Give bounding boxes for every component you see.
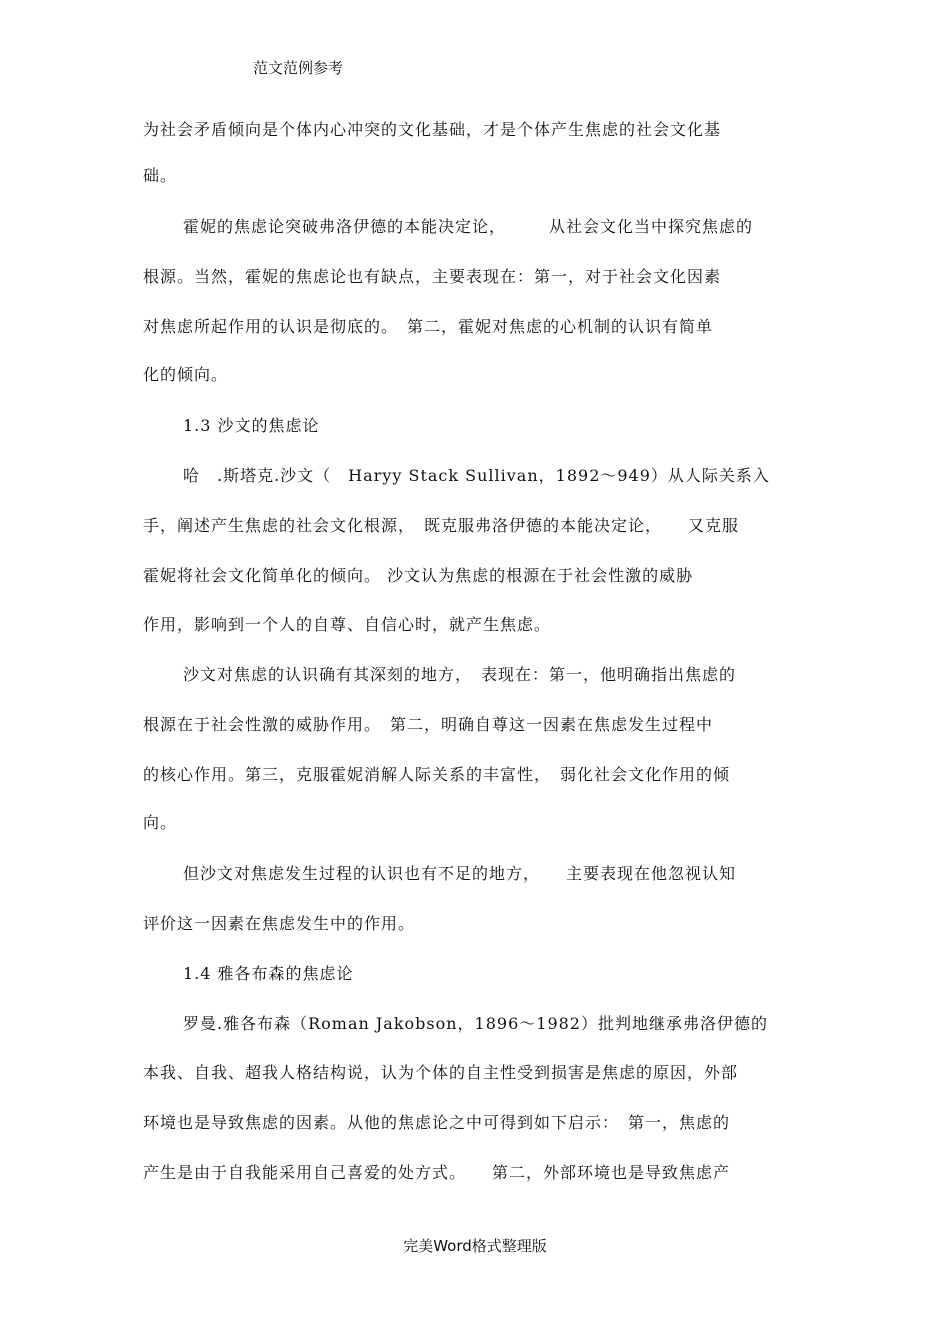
paragraph-line: 环境也是导致焦虑的因素。从他的焦虑论之中可得到如下启示： 第一，焦虑的	[143, 1113, 731, 1132]
paragraph-line: 作用，影响到一个人的自尊、自信心时，就产生焦虑。	[143, 615, 552, 634]
paragraph-line: 哈 .斯塔克.沙文（ Haryy Stack Sullivan，1892～949）从人际关系入	[183, 466, 770, 485]
paragraph-line: 霍妮将社会文化简单化的倾向。 沙文认为焦虑的根源在于社会性激的威胁	[143, 566, 694, 585]
paragraph-line: 础。	[143, 166, 178, 185]
paragraph-line: 本我、自我、超我人格结构说，认为个体的自主性受到损害是焦虑的原因，外部	[143, 1063, 739, 1082]
paragraph-line: 向。	[143, 813, 178, 832]
section-heading: 1.4 雅各布森的焦虑论	[183, 964, 354, 983]
paragraph-line: 产生是由于自我能采用自己喜爱的处方式。 第二，外部环境也是导致焦虑产	[143, 1163, 731, 1182]
paragraph-line: 根源在于社会性激的威胁作用。 第二，明确自尊这一因素在焦虑发生过程中	[143, 715, 714, 734]
paragraph-line: 罗曼.雅各布森（Roman Jakobson，1896～1982）批判地继承弗洛伊德的	[183, 1014, 768, 1033]
paragraph-line: 的核心作用。第三，克服霍妮消解人际关系的丰富性， 弱化社会文化作用的倾	[143, 765, 731, 784]
section-heading: 1.3 沙文的焦虑论	[183, 416, 320, 435]
paragraph-line: 手，阐述产生焦虑的社会文化根源， 既克服弗洛伊德的本能决定论， 又克服	[143, 516, 740, 535]
paragraph-line: 化的倾向。	[143, 365, 229, 384]
paragraph-line: 为社会矛盾倾向是个体内心冲突的文化基础，才是个体产生焦虑的社会文化基	[143, 120, 722, 139]
paragraph-line: 评价这一因素在焦虑发生中的作用。	[143, 914, 416, 933]
paragraph-line: 但沙文对焦虑发生过程的认识也有不足的地方， 主要表现在他忽视认知	[183, 864, 737, 883]
paragraph-line: 根源。当然，霍妮的焦虑论也有缺点，主要表现在：第一，对于社会文化因素	[143, 267, 722, 286]
page-header: 范文范例参考	[253, 59, 344, 77]
page-footer: 完美Word格式整理版	[403, 1237, 547, 1255]
paragraph-line: 对焦虑所起作用的认识是彻底的。 第二，霍妮对焦虑的心机制的认识有简单	[143, 317, 714, 336]
paragraph-line: 霍妮的焦虑论突破弗洛伊德的本能决定论， 从社会文化当中探究焦虑的	[183, 217, 754, 236]
paragraph-line: 沙文对焦虑的认识确有其深刻的地方， 表现在：第一，他明确指出焦虑的	[183, 665, 737, 684]
